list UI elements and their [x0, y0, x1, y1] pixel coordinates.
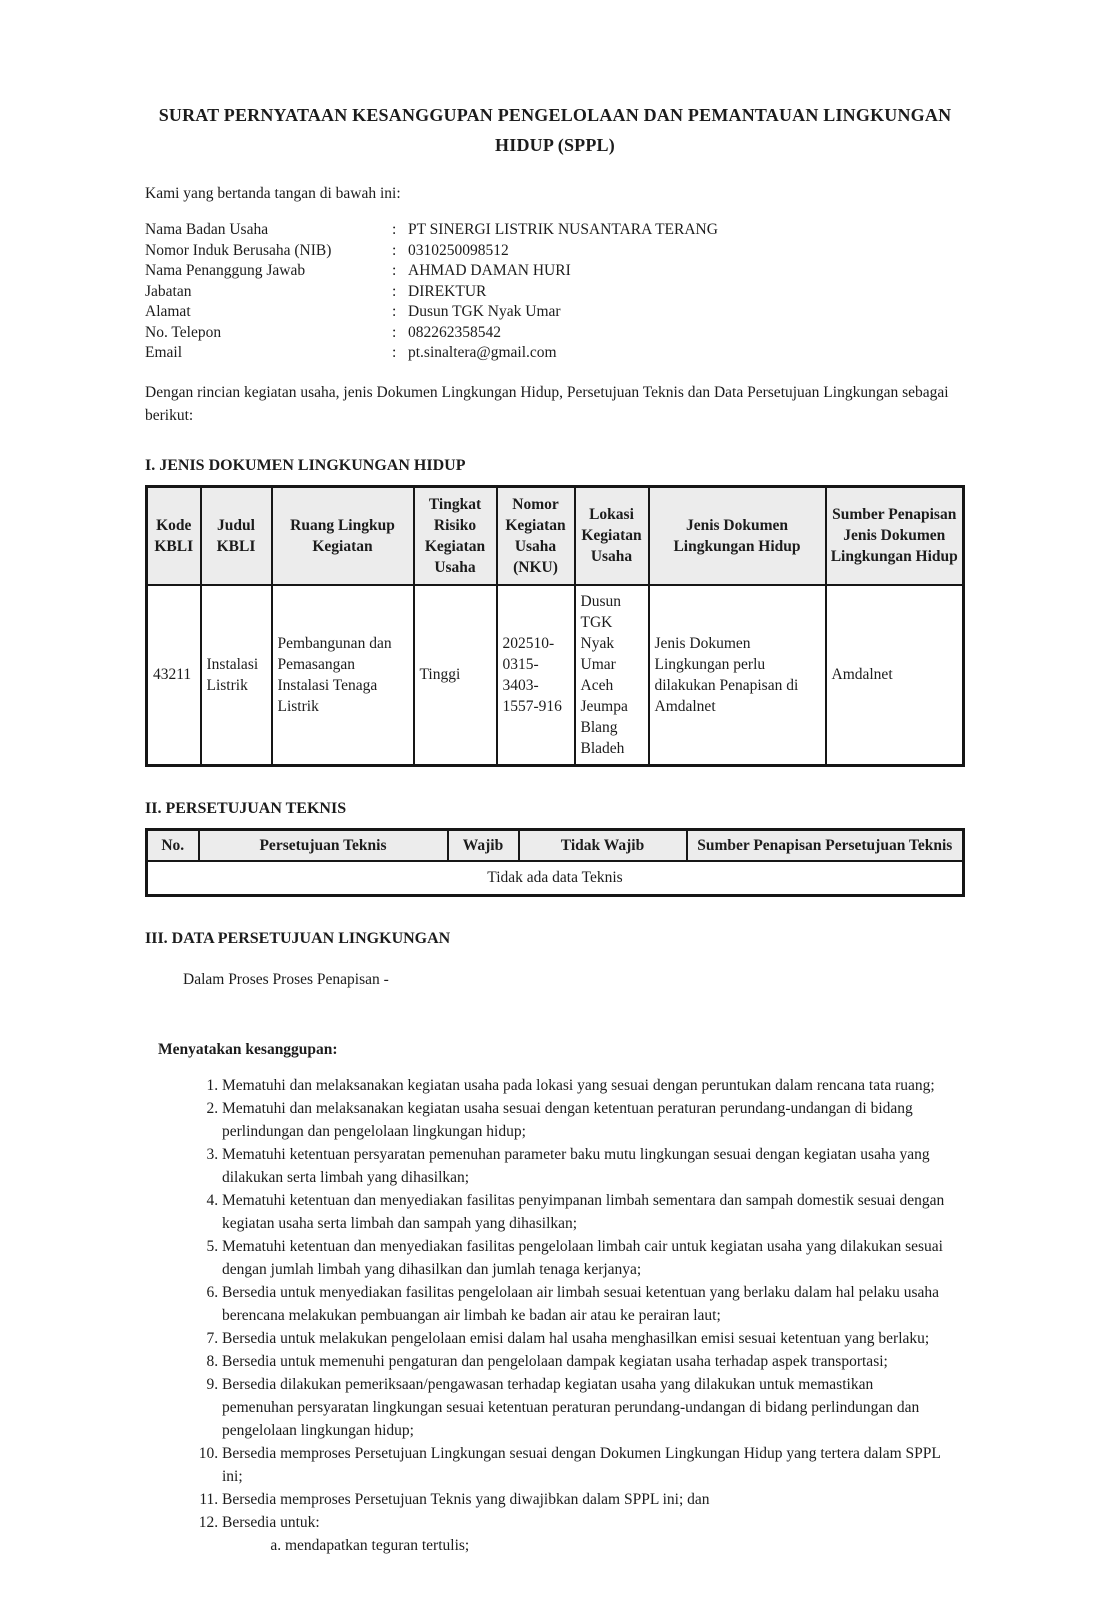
table-header-row [147, 829, 964, 861]
table-header-row [147, 486, 964, 585]
document-title-line-1: SURAT PERNYATAAN KESANGGUPAN PENGELOLAAN DAN PEMANTAUAN LINGKUNGAN [158, 105, 952, 125]
field-row-jabatan [145, 282, 965, 303]
list-item-text: Bersedia untuk memenuhi pengaturan dan pengelolaan dampak kegiatan usaha terhadap aspek transportasi; [222, 1352, 888, 1370]
table-row [147, 585, 964, 766]
field-colon: : [392, 344, 397, 361]
list-item-text: Mematuhi ketentuan dan menyediakan fasilitas pengelolaan limbah cair untuk kegiatan usaha yang dilakukan sesuai dengan jumlah limbah yang dihasilkan dan jumlah tenaga kerjanya; [222, 1237, 943, 1278]
commitment-sub-list [222, 1534, 947, 1557]
field-value: pt.sinaltera@gmail.com [408, 344, 557, 361]
t1-cell-sumber-penapisan: Amdalnet [826, 585, 964, 766]
company-identity-fields [145, 220, 965, 364]
list-item-text: Bersedia untuk: [222, 1513, 320, 1531]
section1-heading: I. JENIS DOKUMEN LINGKUNGAN HIDUP [145, 456, 466, 474]
list-item-text: Bersedia dilakukan pemeriksaan/pengawasan terhadap kegiatan usaha yang dilakukan untuk memastikan pemenuhan persyaratan lingkungan sesuai ketentuan peraturan perundang-undangan di bidang perlindungan dan pengelolaan lingkungan hidup; [222, 1375, 920, 1439]
t1-header-nku: Nomor Kegiatan Usaha (NKU) [497, 486, 575, 585]
field-label: Nomor Induk Berusaha (NIB) [145, 241, 332, 259]
field-row-email [145, 343, 965, 364]
field-colon: : [392, 241, 397, 259]
sub-list-item-text: mendapatkan teguran tertulis; [285, 1536, 470, 1554]
t1-cell-nku: 202510-0315-3403-1557-916 [497, 585, 575, 766]
jenis-dokumen-table [145, 485, 965, 767]
field-colon: : [392, 221, 397, 238]
field-value: Dusun TGK Nyak Umar [408, 303, 561, 320]
field-label: Email [145, 344, 183, 361]
field-row-nama-badan-usaha [145, 220, 965, 241]
t2-header-wajib: Wajib [448, 829, 519, 861]
document-title [145, 100, 965, 160]
t2-header-tidak-wajib: Tidak Wajib [519, 829, 687, 861]
list-item [222, 1143, 965, 1189]
list-item [222, 1097, 965, 1143]
field-row-telepon [145, 323, 965, 344]
field-value: DIREKTUR [408, 282, 487, 300]
t1-cell-lokasi: Dusun TGK Nyak Umar Aceh Jeumpa Blang Bladeh [575, 585, 649, 766]
persetujuan-teknis-table [145, 828, 965, 897]
t1-header-kode-kbli: Kode KBLI [147, 486, 201, 585]
list-item-text: Bersedia untuk melakukan pengelolaan emisi dalam hal usaha menghasilkan emisi sesuai ketentuan yang berlaku; [222, 1329, 930, 1347]
list-item [222, 1327, 965, 1350]
list-item [222, 1281, 965, 1327]
section3-heading: III. DATA PERSETUJUAN LINGKUNGAN [145, 929, 451, 947]
field-value: PT SINERGI LISTRIK NUSANTARA TERANG [408, 221, 718, 238]
t2-header-no: No. [147, 829, 199, 861]
list-item-text: Mematuhi dan melaksanakan kegiatan usaha pada lokasi yang sesuai dengan peruntukan dalam rencana tata ruang; [222, 1076, 935, 1094]
t1-cell-judul-kbli: Instalasi Listrik [201, 585, 272, 766]
field-label: Nama Badan Usaha [145, 221, 269, 238]
field-row-nib [145, 241, 965, 262]
section2-heading: II. PERSETUJUAN TEKNIS [145, 799, 347, 817]
t1-cell-jenis-dokumen: Jenis Dokumen Lingkungan perlu dilakukan Penapisan di Amdalnet [649, 585, 826, 766]
field-row-penanggung-jawab [145, 261, 965, 282]
field-value: 0310250098512 [408, 241, 509, 259]
intro-line: Kami yang bertanda tangan di bawah ini: [145, 185, 401, 202]
t1-cell-kode-kbli: 43211 [147, 585, 201, 766]
detail-paragraph: Dengan rincian kegiatan usaha, jenis Dokumen Lingkungan Hidup, Persetujuan Teknis dan Data Persetujuan Lingkungan sebagai berikut: [145, 383, 949, 424]
statement-heading: Menyatakan kesanggupan: [158, 1040, 338, 1058]
field-label: Jabatan [145, 282, 192, 300]
list-item-text: Bersedia memproses Persetujuan Lingkungan sesuai dengan Dokumen Lingkungan Hidup yang tertera dalam SPPL ini; [222, 1444, 941, 1485]
list-item [222, 1235, 965, 1281]
t1-header-jenis-dokumen: Jenis Dokumen Lingkungan Hidup [649, 486, 826, 585]
field-colon: : [392, 282, 397, 300]
table-row [147, 861, 964, 896]
list-item-text: Mematuhi dan melaksanakan kegiatan usaha sesuai dengan ketentuan peraturan perundang-undangan di bidang perlindungan dan pengelolaan lingkungan hidup; [222, 1099, 913, 1140]
field-label: Nama Penanggung Jawab [145, 262, 306, 279]
list-item [222, 1442, 965, 1488]
sub-list-item [285, 1534, 947, 1557]
field-colon: : [392, 303, 397, 320]
list-item [222, 1350, 965, 1373]
field-value: AHMAD DAMAN HURI [408, 262, 571, 279]
field-value: 082262358542 [408, 323, 501, 341]
field-label: No. Telepon [145, 323, 222, 341]
list-item [222, 1511, 965, 1557]
field-label: Alamat [145, 303, 191, 320]
t1-header-ruang-lingkup: Ruang Lingkup Kegiatan [272, 486, 414, 585]
t1-header-lokasi: Lokasi Kegiatan Usaha [575, 486, 649, 585]
t2-header-sumber-penapisan: Sumber Penapisan Persetujuan Teknis [687, 829, 964, 861]
t2-empty-message: Tidak ada data Teknis [147, 861, 964, 896]
list-item [222, 1074, 965, 1097]
field-row-alamat [145, 302, 965, 323]
list-item-text: Mematuhi ketentuan persyaratan pemenuhan parameter baku mutu lingkungan sesuai dengan kegiatan usaha yang dilakukan serta limbah yang dihasilkan; [222, 1145, 930, 1186]
penapisan-status-text: Dalam Proses Proses Penapisan - [183, 970, 389, 988]
list-item [222, 1373, 965, 1442]
commitment-list [145, 1074, 965, 1557]
document-title-line-2: HIDUP (SPPL) [495, 135, 615, 155]
field-colon: : [392, 262, 397, 279]
list-item-text: Bersedia untuk menyediakan fasilitas pengelolaan air limbah sesuai ketentuan yang berlaku dalam hal pelaku usaha berencana melakukan pembuangan air limbah ke badan air atau ke perairan laut; [222, 1283, 940, 1324]
field-colon: : [392, 323, 397, 341]
t1-header-sumber-penapisan: Sumber Penapisan Jenis Dokumen Lingkungan Hidup [826, 486, 964, 585]
t2-header-persetujuan-teknis: Persetujuan Teknis [199, 829, 448, 861]
t1-header-tingkat-risiko: Tingkat Risiko Kegiatan Usaha [414, 486, 497, 585]
t1-cell-ruang-lingkup: Pembangunan dan Pemasangan Instalasi Tenaga Listrik [272, 585, 414, 766]
t1-header-judul-kbli: Judul KBLI [201, 486, 272, 585]
list-item-text: Mematuhi ketentuan dan menyediakan fasilitas penyimpanan limbah sementara dan sampah domestik sesuai dengan kegiatan usaha serta limbah dan sampah yang dihasilkan; [222, 1191, 945, 1232]
list-item-text: Bersedia memproses Persetujuan Teknis yang diwajibkan dalam SPPL ini; dan [222, 1490, 710, 1508]
t1-cell-tingkat-risiko: Tinggi [414, 585, 497, 766]
list-item [222, 1488, 965, 1511]
list-item [222, 1189, 965, 1235]
